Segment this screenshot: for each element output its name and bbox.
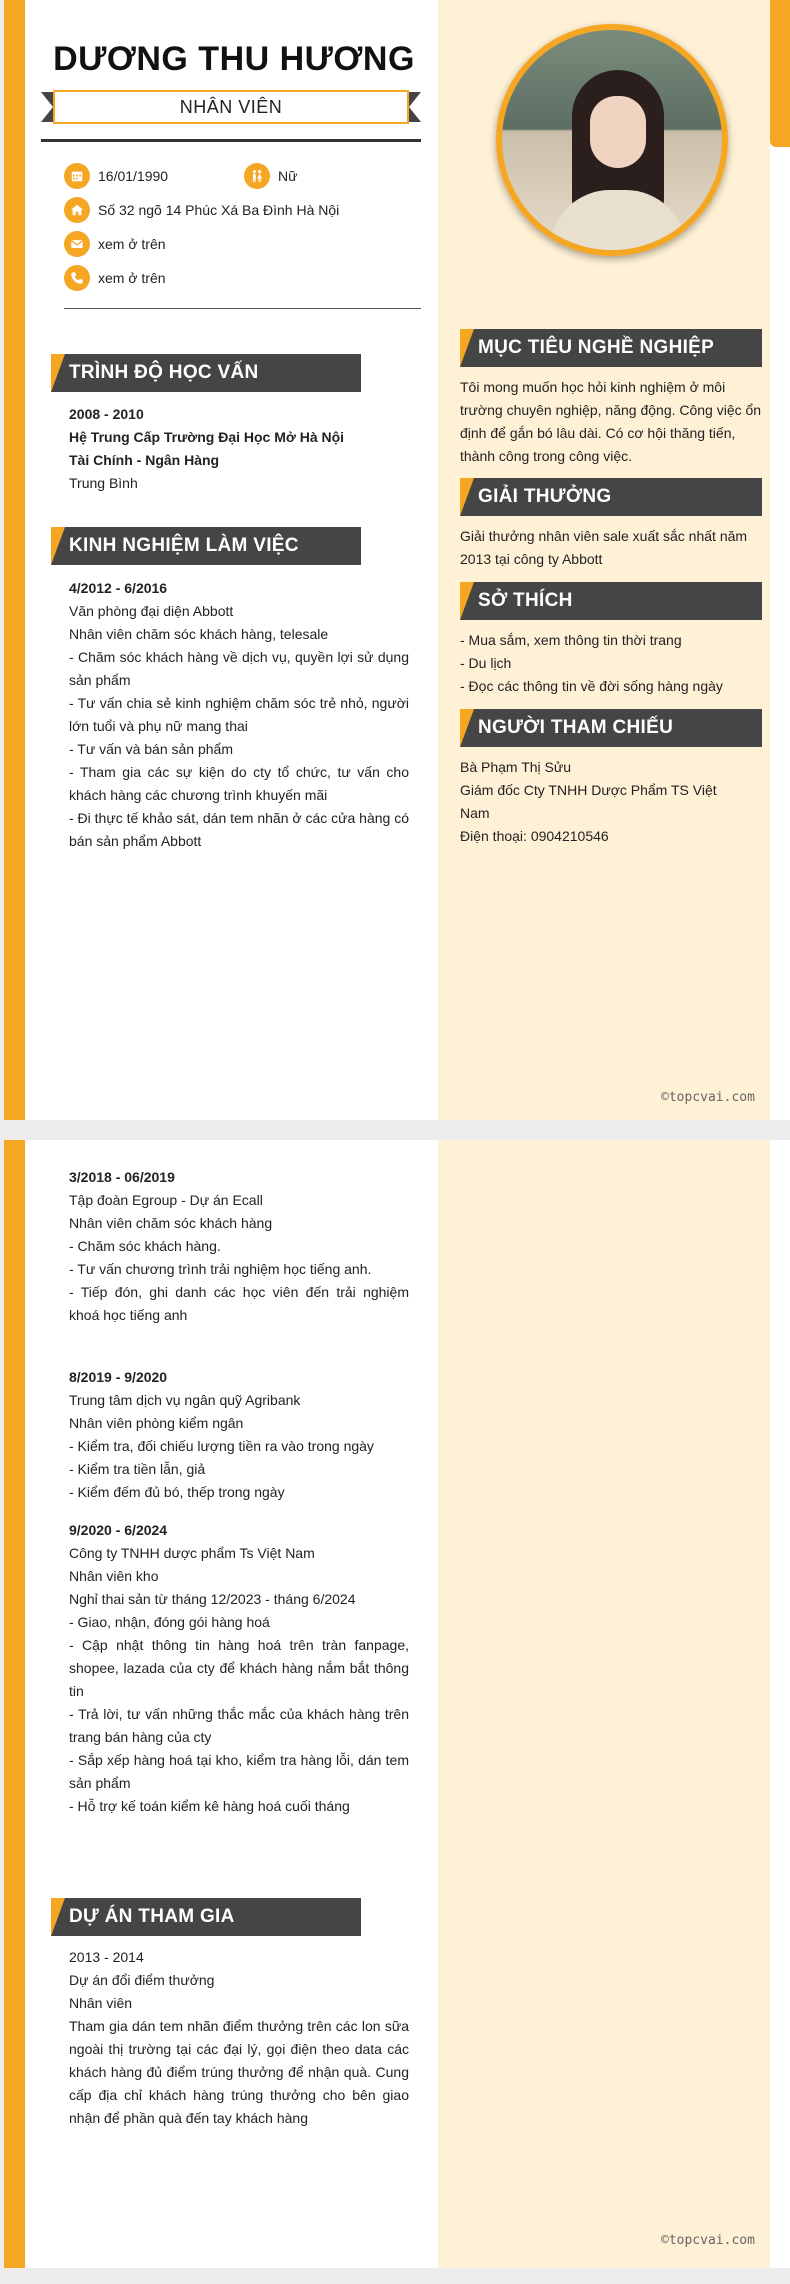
education-school: Hệ Trung Cấp Trường Đại Học Mở Hà Nội — [69, 429, 345, 445]
phone-icon — [64, 265, 90, 291]
job-duty: - Tiếp đón, ghi danh các học viên đến trải nghiệm khoá học tiếng anh — [69, 1284, 409, 1323]
email-value: xem ở trên — [98, 236, 166, 252]
phone-value: xem ở trên — [98, 270, 166, 286]
right-column-background — [438, 1140, 770, 2268]
contact-birthday — [64, 163, 168, 189]
job-duty: - Chăm sóc khách hàng về dịch vụ, quyền lợi sử dụng sản phẩm — [69, 649, 409, 688]
job-entry-3 — [69, 1366, 409, 1504]
education-period: 2008 - 2010 — [69, 406, 144, 422]
contact-gender — [244, 163, 297, 189]
birthday-value: 16/01/1990 — [98, 168, 169, 184]
profile-photo — [496, 24, 728, 256]
job-duty: - Tư vấn chia sẻ kinh nghiệm chăm sóc trẻ nhỏ, người lớn tuổi và phụ nữ mang thai — [69, 695, 409, 734]
job-entry-4 — [69, 1519, 409, 1818]
references-block — [460, 756, 745, 848]
job-period: 4/2012 - 6/2016 — [69, 580, 168, 596]
awards-heading-text: GIẢI THƯỞNG — [478, 486, 612, 507]
job-company: Công ty TNHH dược phẩm Ts Việt Nam — [69, 1545, 315, 1561]
awards-text: Giải thưởng nhân viên sale xuất sắc nhất năm 2013 tại công ty Abbott — [460, 528, 748, 567]
job-period: 9/2020 - 6/2024 — [69, 1522, 168, 1538]
left-accent-bar — [4, 1140, 25, 2268]
references-heading-text: NGƯỜI THAM CHIẾU — [478, 717, 674, 738]
contact-address — [64, 197, 339, 223]
contact-email — [64, 231, 166, 257]
objective-heading-text: MỤC TIÊU NGHỀ NGHIỆP — [478, 337, 715, 358]
job-duty: - Tham gia các sự kiện do cty tổ chức, tư vấn cho khách hàng các chương trình khuyến mãi — [69, 764, 409, 803]
project-name: Dự án đổi điểm thưởng — [69, 1972, 215, 1988]
heading-accent — [460, 329, 474, 367]
heading-accent — [460, 582, 474, 620]
right-edge — [770, 0, 790, 1120]
objective-heading — [460, 329, 762, 367]
job-duty: - Sắp xếp hàng hoá tại kho, kiểm tra hàng lỗi, dán tem sản phẩm — [69, 1752, 409, 1791]
project-description: Tham gia dán tem nhãn điểm thưởng trên các lon sữa ngoài thị trường tại các đại lý, gọi điện theo data các khách hàng đủ điểm trúng thưởng để nhận quà. Cung cấp địa chỉ khách hàng trúng thưởng cho bên giao nhận để phần quà đến tay khách hàng — [69, 2018, 409, 2126]
heading-accent — [51, 1898, 65, 1936]
watermark: ©topcvai.com — [661, 1090, 755, 1105]
home-icon — [64, 197, 90, 223]
job-title: NHÂN VIÊN — [53, 90, 409, 124]
header-divider — [41, 139, 421, 142]
job-duty: - Kiểm đếm đủ bó, thếp trong ngày — [69, 1484, 285, 1500]
job-position: Nhân viên chăm sóc khách hàng — [69, 1215, 273, 1231]
job-duty: - Tư vấn và bán sản phẩm — [69, 741, 233, 757]
education-major: Tài Chính - Ngân Hàng — [69, 452, 220, 468]
education-heading — [51, 354, 361, 392]
job-position: Nhân viên kho — [69, 1568, 159, 1584]
reference-phone: Điện thoại: 0904210546 — [460, 828, 609, 844]
mail-icon — [64, 231, 90, 257]
job-duty: Nghỉ thai sản từ tháng 12/2023 - tháng 6/2024 — [69, 1591, 356, 1607]
job-duty: - Kiểm tra tiền lẫn, giả — [69, 1461, 206, 1477]
job-period: 8/2019 - 9/2020 — [69, 1369, 168, 1385]
project-role: Nhân viên — [69, 1995, 133, 2011]
job-duty: - Kiểm tra, đối chiếu lượng tiền ra vào trong ngày — [69, 1438, 374, 1454]
cv-page-1 — [4, 0, 790, 1120]
job-duty: - Chăm sóc khách hàng. — [69, 1238, 221, 1254]
gender-icon — [244, 163, 270, 189]
job-period: 3/2018 - 06/2019 — [69, 1169, 175, 1185]
photo-face — [590, 96, 646, 168]
projects-heading — [51, 1898, 361, 1936]
education-block — [69, 403, 414, 495]
education-heading-text: TRÌNH ĐỘ HỌC VẤN — [69, 362, 259, 383]
job-position: Nhân viên phòng kiểm ngân — [69, 1415, 244, 1431]
job-entry-1 — [69, 577, 409, 853]
education-grade: Trung Bình — [69, 475, 138, 491]
job-duty: - Tư vấn chương trình trải nghiệm học tiếng anh. — [69, 1261, 372, 1277]
job-company: Văn phòng đại diện Abbott — [69, 603, 234, 619]
hobbies-heading-text: SỞ THÍCH — [478, 590, 573, 611]
reference-name: Bà Phạm Thị Sửu — [460, 759, 572, 775]
hobby-item: - Du lịch — [460, 655, 512, 671]
watermark: ©topcvai.com — [661, 2233, 755, 2248]
job-duty: - Giao, nhận, đóng gói hàng hoá — [69, 1614, 270, 1630]
right-edge — [770, 1140, 790, 2268]
awards-heading — [460, 478, 762, 516]
reference-position: Giám đốc Cty TNHH Dược Phẩm TS Việt Nam — [460, 782, 717, 821]
experience-heading-text: KINH NGHIỆM LÀM VIỆC — [69, 535, 299, 556]
hobbies-heading — [460, 582, 762, 620]
job-duty: - Trả lời, tư vấn những thắc mắc của khách hàng trên trang bán hàng của cty — [69, 1706, 409, 1745]
candidate-name: DƯƠNG THU HƯƠNG — [53, 40, 415, 78]
hobby-item: - Mua sắm, xem thông tin thời trang — [460, 632, 682, 648]
project-period: 2013 - 2014 — [69, 1949, 144, 1965]
right-accent-tab — [770, 0, 790, 147]
address-value: Số 32 ngõ 14 Phúc Xá Ba Đình Hà Nội — [98, 202, 340, 218]
job-position: Nhân viên chăm sóc khách hàng, telesale — [69, 626, 329, 642]
job-duty: - Hỗ trợ kế toán kiểm kê hàng hoá cuối tháng — [69, 1798, 350, 1814]
ribbon-tail-right — [409, 92, 421, 122]
heading-accent — [51, 354, 65, 392]
project-block — [69, 1946, 409, 2130]
hobby-item: - Đọc các thông tin về đời sống hàng ngày — [460, 678, 723, 694]
left-accent-bar — [4, 0, 25, 1120]
job-title-ribbon — [41, 90, 421, 124]
projects-heading-text: DỰ ÁN THAM GIA — [69, 1906, 235, 1927]
job-company: Trung tâm dịch vụ ngân quỹ Agribank — [69, 1392, 301, 1408]
job-company: Tập đoàn Egroup - Dự án Ecall — [69, 1192, 263, 1208]
heading-accent — [460, 709, 474, 747]
photo-body — [550, 190, 686, 256]
gender-value: Nữ — [278, 168, 298, 184]
contact-divider — [64, 308, 421, 309]
calendar-icon — [64, 163, 90, 189]
ribbon-tail-left — [41, 92, 53, 122]
heading-accent — [51, 527, 65, 565]
hobbies-list — [460, 629, 765, 698]
contact-phone — [64, 265, 166, 291]
job-duty: - Đi thực tế khảo sát, dán tem nhãn ở các cửa hàng có bán sản phẩm Abbott — [69, 810, 409, 849]
references-heading — [460, 709, 762, 747]
job-duty: - Cập nhật thông tin hàng hoá trên tràn fanpage, shopee, lazada của cty để khách hàng nắm bắt thông tin — [69, 1637, 409, 1699]
job-entry-2 — [69, 1166, 409, 1327]
heading-accent — [460, 478, 474, 516]
experience-heading — [51, 527, 361, 565]
objective-text: Tôi mong muốn học hỏi kinh nghiệm ở môi trường chuyên nghiệp, năng động. Công việc ổn định để gắn bó lâu dài. Có cơ hội thăng tiến, thành công trong công việc. — [460, 379, 762, 464]
cv-page-2 — [4, 1140, 790, 2268]
